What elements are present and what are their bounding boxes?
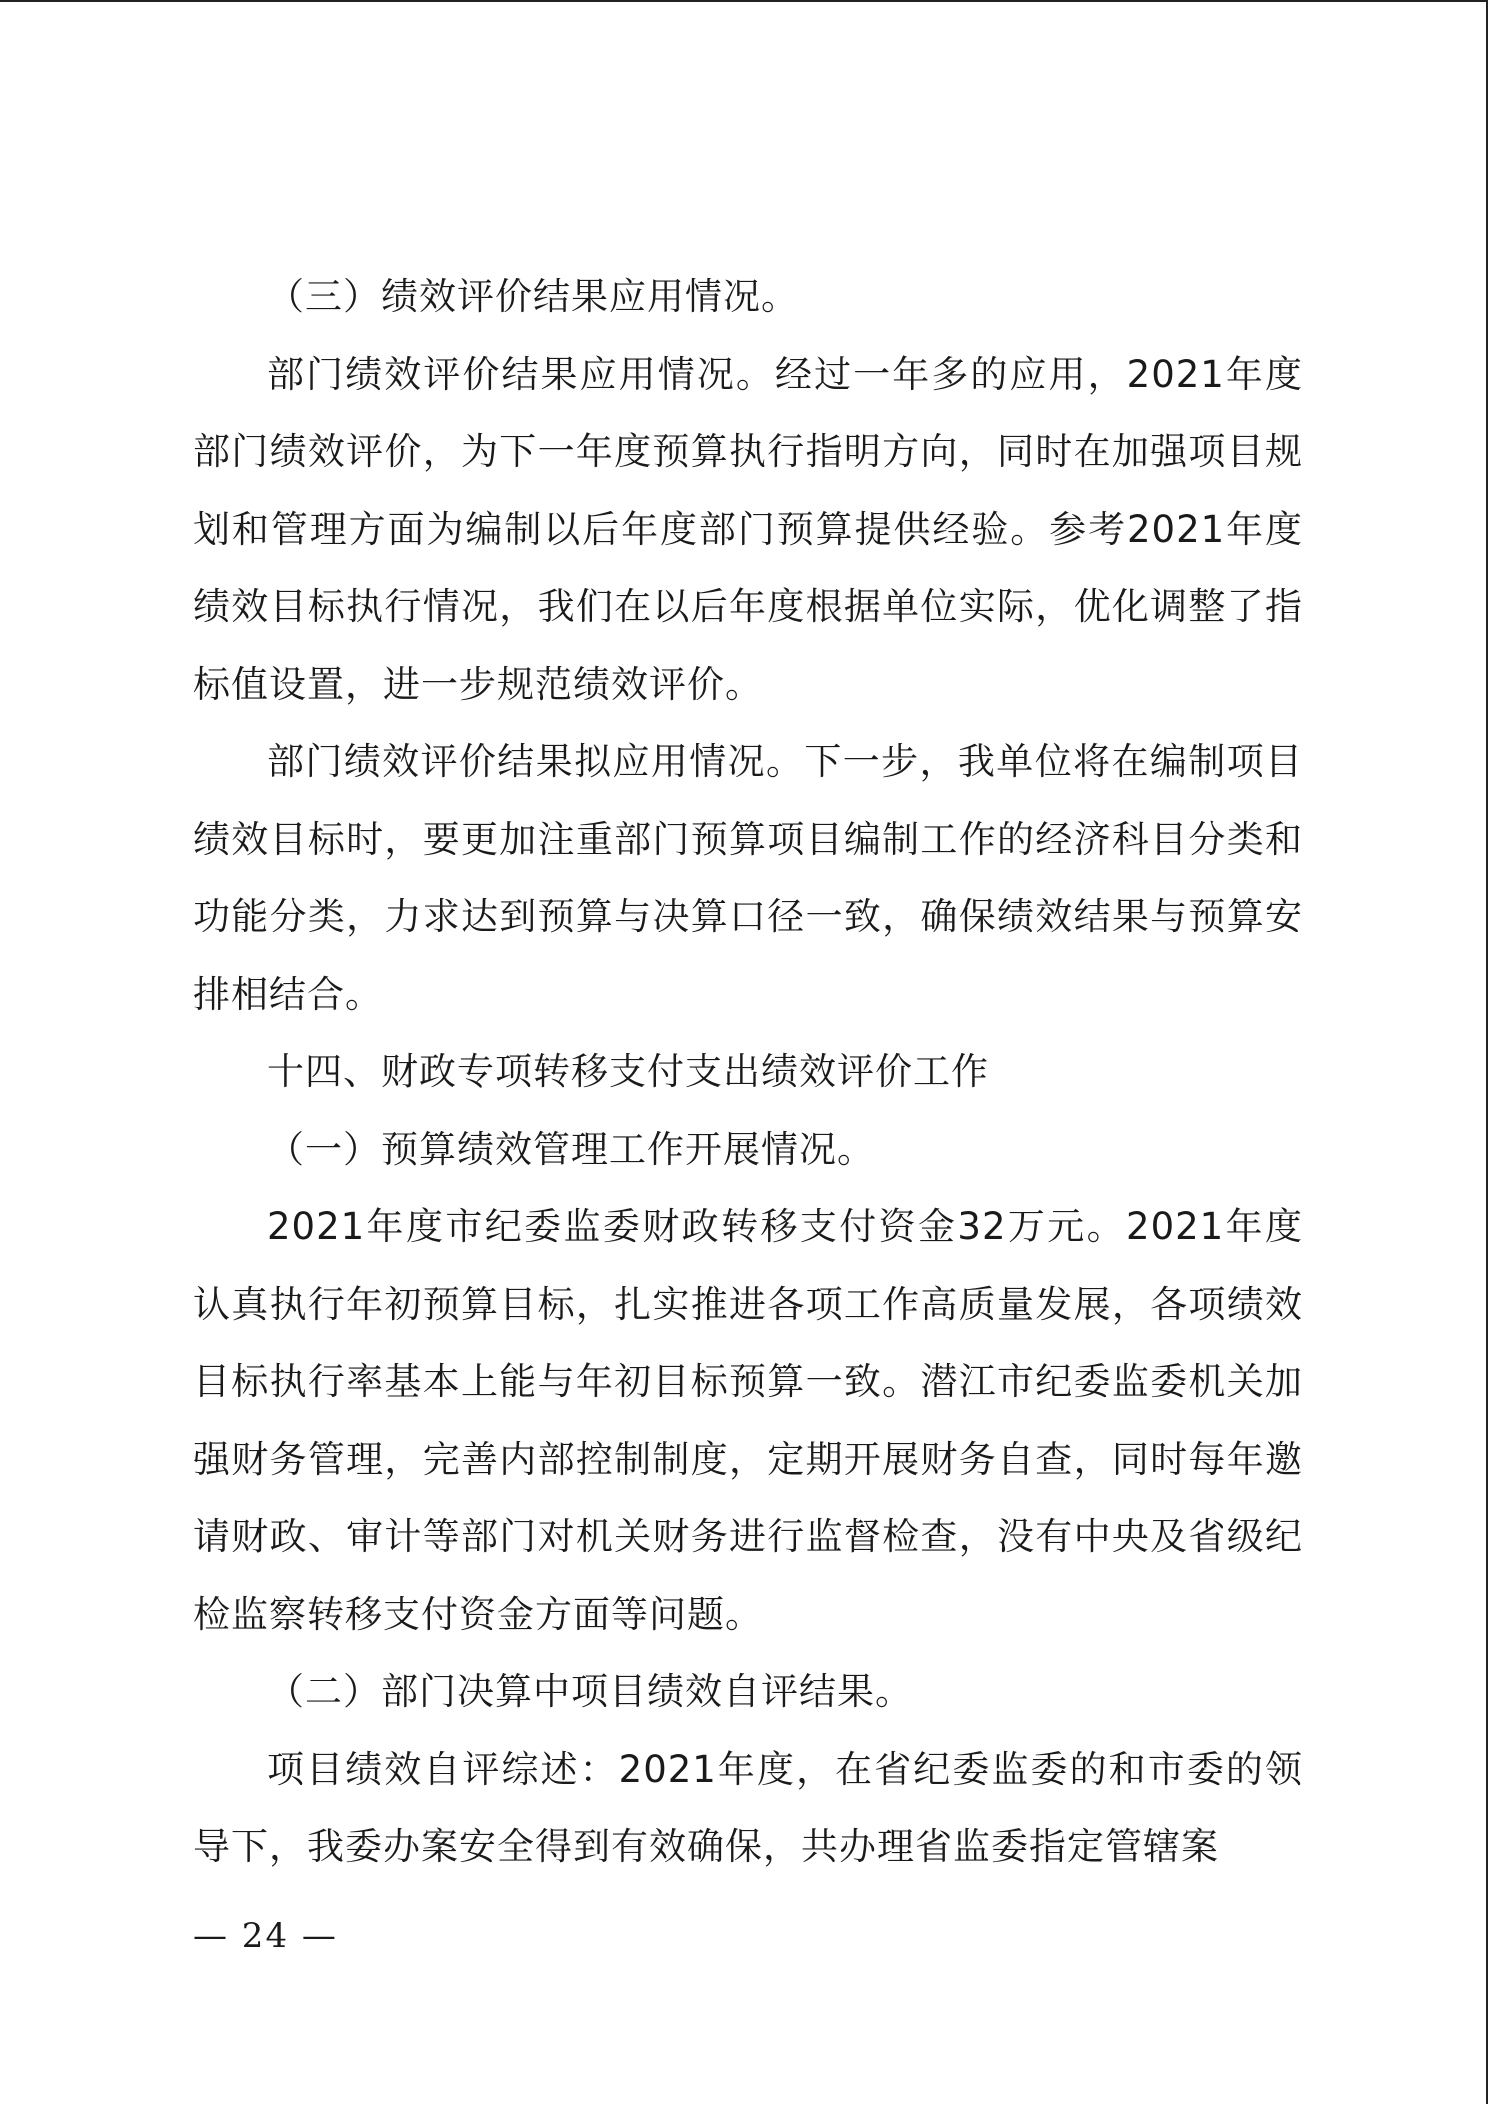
paragraph-self-evaluation: 项目绩效自评综述：2021年度，在省纪委监委的和市委的领导下，我委办案安全得到有效确保，共办理省监委指定管辖案 <box>193 1747 1303 1868</box>
section-heading-3: （三）绩效评价结果应用情况。 <box>267 275 799 318</box>
paragraph-results-applied: 部门绩效评价结果应用情况。经过一年多的应用，2021年度部门绩效评价，为下一年度预算执行指明方向，同时在加强项目规划和管理方面为编制以后年度部门预算提供经验。参考2021年度绩效目标执行情况，我们在以后年度根据单位实际，优化调整了指标值设置，进一步规范绩效评价。 <box>193 352 1303 706</box>
document-body <box>193 258 1303 1886</box>
paragraph-transfer-funds: 2021年度市纪委监委财政转移支付资金32万元。2021年度认真执行年初预算目标，扎实推进各项工作高质量发展，各项绩效目标执行率基本上能与年初目标预算一致。潜江市纪委监委机关加强财务管理，完善内部控制制度，定期开展财务自查，同时每年邀请财政、审计等部门对机关财务进行监督检查，没有中央及省级纪检监察转移支付资金方面等问题。 <box>193 1205 1303 1636</box>
section-heading-1: （一）预算绩效管理工作开展情况。 <box>267 1127 875 1171</box>
page-number: — 24 — <box>193 1916 338 1956</box>
paragraph-results-planned: 部门绩效评价结果拟应用情况。下一步，我单位将在编制项目绩效目标时，要更加注重部门预算项目编制工作的经济科目分类和功能分类，力求达到预算与决算口径一致，确保绩效结果与预算安排相结合。 <box>193 740 1303 1016</box>
page-border-top <box>0 0 1488 2</box>
chapter-heading-14: 十四、财政专项转移支付支出绩效评价工作 <box>267 1050 989 1093</box>
section-heading-2: （二）部门决算中项目绩效自评结果。 <box>267 1670 913 1713</box>
